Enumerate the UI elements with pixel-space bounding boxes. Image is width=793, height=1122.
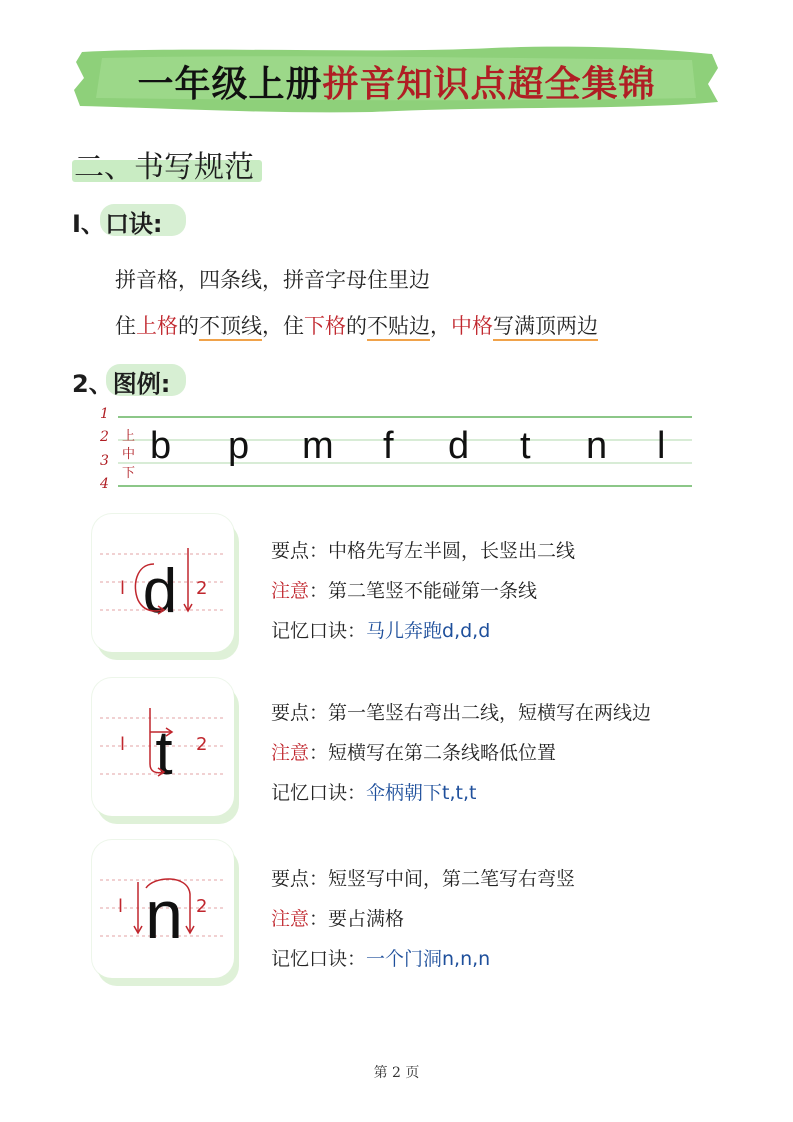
grid-zone-lower: 下	[122, 466, 136, 481]
mnemonic-heading	[72, 204, 163, 239]
memo-label: 记忆口诀：	[271, 620, 367, 642]
verse-middle-grid: 中格	[451, 314, 493, 338]
page-title	[0, 56, 793, 107]
note-label: 注意	[271, 742, 310, 764]
letter-card-n	[92, 840, 234, 978]
example-heading-number: 2、	[72, 370, 113, 398]
example-heading-text: 图例:	[112, 370, 171, 398]
note-label: 注意	[271, 580, 310, 602]
letter-card-t	[92, 678, 234, 816]
note-text: ：第二笔竖不能碰第一条线	[309, 580, 538, 602]
mnemonic-heading-number: I、	[72, 210, 105, 238]
grid-line-number: 1	[100, 406, 109, 422]
grid-letter-f: f	[383, 425, 394, 467]
card-d-note	[271, 576, 537, 603]
card-d-key-point	[271, 536, 575, 563]
verse-segment: ，	[430, 314, 451, 338]
big-letter: d	[142, 557, 178, 626]
grid-line-number: 4	[100, 476, 109, 492]
verse-segment: 的	[178, 314, 199, 338]
key-label: 要点	[271, 868, 310, 890]
example-heading	[72, 364, 170, 399]
grid-zone-upper: 上	[122, 429, 136, 444]
title-part-1: 一年级上册	[137, 64, 323, 105]
grid-letter-d: d	[448, 425, 470, 467]
card-n-note	[271, 904, 404, 931]
verse-segment: 的	[346, 314, 367, 338]
big-letter: t	[155, 719, 173, 788]
grid-letter-b: b	[150, 425, 172, 467]
title-part-2: 拼音知识点超全集锦	[322, 64, 656, 105]
stroke-number-2: 2	[196, 896, 208, 917]
stroke-number-1: l	[120, 734, 126, 755]
big-letter: n	[145, 877, 183, 953]
grid-line-number: 2	[100, 429, 109, 445]
verse-underlined: 不贴边	[367, 314, 430, 341]
card-t-note	[271, 738, 556, 765]
key-label: 要点	[271, 702, 310, 724]
stroke-guide-d	[92, 514, 234, 652]
section-title: 二、书写规范	[74, 150, 254, 185]
stroke-number-1: l	[118, 896, 124, 917]
mnemonic-line-2	[115, 310, 598, 340]
note-text: ：短横写在第二条线略低位置	[309, 742, 557, 764]
stroke-guide-t	[92, 678, 234, 816]
key-text: ：短竖写中间，第二笔写右弯竖	[309, 868, 576, 890]
stroke-number-2: 2	[196, 734, 208, 755]
verse-underlined: 写满顶两边	[493, 314, 598, 341]
key-label: 要点	[271, 540, 310, 562]
page-number: 第 2 页	[373, 1065, 420, 1081]
letter-card-d	[92, 514, 234, 652]
grid-line-number: 3	[100, 453, 109, 469]
mnemonic-line-1: 拼音格，四条线，拼音字母住里边	[115, 268, 430, 292]
card-d-memo	[271, 616, 490, 643]
verse-upper-grid: 上格	[136, 314, 178, 338]
mnemonic-heading-text: 口诀:	[104, 210, 163, 238]
grid-letter-t: t	[520, 425, 531, 467]
note-text: ：要占满格	[309, 908, 405, 930]
key-text: ：第一笔竖右弯出二线，短横写在两线边	[309, 702, 652, 724]
memo-text: 马儿奔跑d,d,d	[366, 620, 491, 642]
grid-letter-p: p	[228, 425, 250, 467]
card-n-memo	[271, 944, 490, 971]
memo-label: 记忆口诀：	[271, 782, 367, 804]
card-n-key-point	[271, 864, 575, 891]
grid-letter-n: n	[586, 425, 608, 467]
memo-text: 一个门洞n,n,n	[366, 948, 491, 970]
stroke-guide-n	[92, 840, 234, 978]
memo-text: 伞柄朝下t,t,t	[366, 782, 477, 804]
grid-letter-l: l	[657, 425, 666, 467]
card-t-memo	[271, 778, 476, 805]
verse-segment: 住	[115, 314, 136, 338]
grid-letter-m: m	[302, 425, 334, 467]
note-label: 注意	[271, 908, 310, 930]
grid-zone-middle: 中	[122, 447, 136, 462]
grid-line-1	[118, 416, 692, 418]
card-t-key-point	[271, 698, 651, 725]
grid-line-4	[118, 485, 692, 487]
memo-label: 记忆口诀：	[271, 948, 367, 970]
verse-underlined: 不顶线	[199, 314, 262, 341]
verse-segment: ，住	[262, 314, 304, 338]
stroke-number-1: l	[120, 578, 126, 599]
stroke-number-2: 2	[196, 578, 208, 599]
verse-lower-grid: 下格	[304, 314, 346, 338]
key-text: ：中格先写左半圆，长竖出二线	[309, 540, 576, 562]
